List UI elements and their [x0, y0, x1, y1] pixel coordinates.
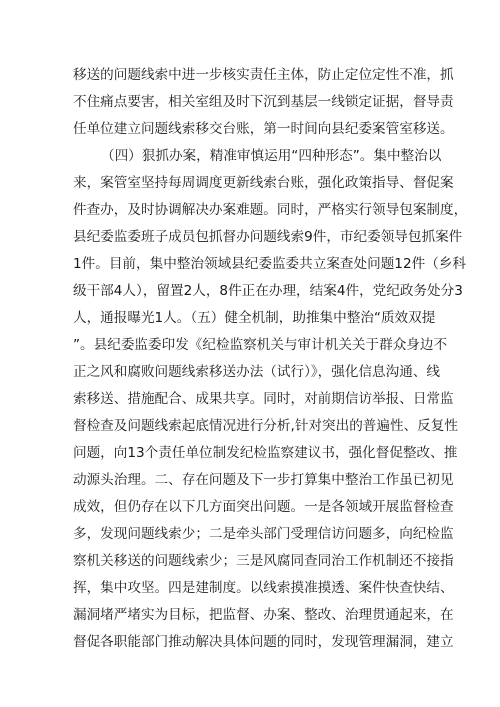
text-line: 移送的问题线索中进一步核实责任主体，防止定位定性不准，抓 — [73, 67, 454, 83]
document-body — [73, 62, 468, 656]
text-line: （四）狠抓办案，精准审慎运用“四种形态”。集中整治以 — [101, 148, 442, 164]
text-line: 级干部4人），留置2人，8件正在办理，结案4件，党纪政务处分3 — [73, 283, 463, 299]
text-line: 人，通报曝光1人。（五）健全机制，助推集中整治“质效双提 — [73, 310, 436, 326]
text-line: 问题，向13个责任单位制发纪检监察建议书，强化督促整改、推 — [73, 445, 458, 461]
text-line: 索移送、措施配合、成果共享。同时，对前期信访举报、日常监 — [73, 391, 454, 407]
text-line: 成效，但仍存在以下几方面突出问题。一是各领域开展监督检查 — [73, 499, 454, 515]
text-line: 督检查及问题线索起底情况进行分析,针对突出的普遍性、反复性 — [73, 418, 458, 434]
text-line: 动源头治理。二、存在问题及下一步打算集中整治工作虽已初见 — [73, 472, 454, 488]
text-line: 1件。目前，集中整治领域县纪委监委共立案查处问题12件（乡科 — [73, 256, 466, 272]
text-line: 任单位建立问题线索移交台账，第一时间向县纪委案管室移送。 — [73, 121, 454, 137]
text-line: 正之风和腐败问题线索移送办法（试行）》，强化信息沟通、线 — [73, 364, 441, 380]
text-line: 县纪委监委班子成员包抓督办问题线索9件，市纪委领导包抓案件 — [73, 229, 463, 245]
text-line: 件查办，及时协调解决办案难题。同时，严格实行领导包案制度， — [73, 202, 468, 218]
text-line: 挥，集中攻坚。四是建制度。以线索摸准摸透、案件快查快结、 — [73, 580, 454, 596]
text-line: 不住痛点要害，相关室组及时下沉到基层一线锁定证据，督导责 — [73, 94, 454, 110]
text-line: 督促各职能部门推动解决具体问题的同时，发现管理漏洞，建立 — [73, 634, 454, 650]
text-line: 来，案管室坚持每周调度更新线索台账，强化政策指导、督促案 — [73, 175, 454, 191]
text-line: 漏洞堵严堵实为目标，把监督、办案、整改、治理贯通起来，在 — [73, 607, 454, 623]
text-line: ”。县纪委监委印发《纪检监察机关与审计机关关于群众身边不 — [73, 337, 448, 353]
text-line: 察机关移送的问题线索少；三是风腐同查同治工作机制还不接指 — [73, 553, 454, 569]
text-line: 多，发现问题线索少；二是牵头部门受理信访问题多，向纪检监 — [73, 526, 454, 542]
